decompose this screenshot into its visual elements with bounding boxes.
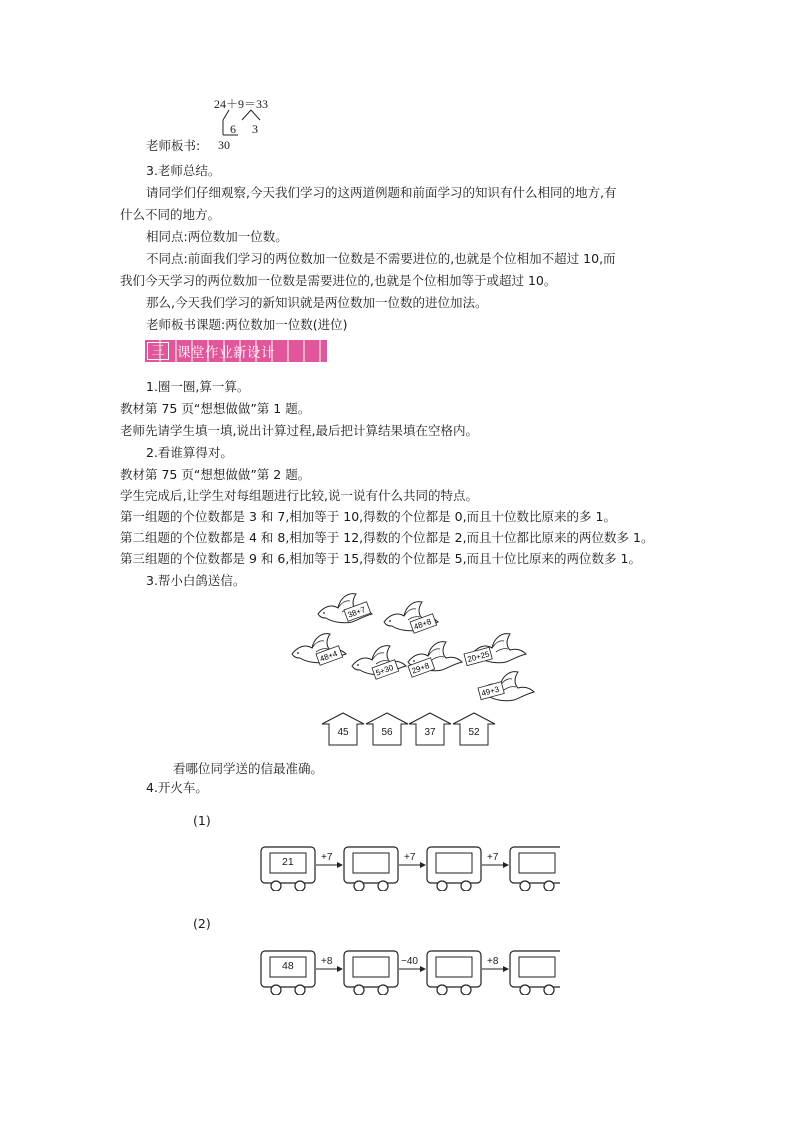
train-op: +7 — [404, 852, 416, 863]
banner-number: 三 — [147, 342, 169, 360]
train-start-value: 48 — [282, 960, 294, 972]
decomposition-equation: 24＋9＝33 — [214, 97, 269, 111]
section-banner — [145, 340, 327, 362]
pigeon-letter: 29+8 — [410, 661, 431, 676]
train-op: +7 — [321, 852, 333, 863]
pigeon-letter: 5+30 — [374, 663, 395, 678]
train-car — [427, 847, 481, 891]
board-label: 老师板书: — [146, 138, 201, 153]
house-number: 37 — [424, 727, 436, 738]
same-point: 相同点:两位数加一位数。 — [146, 229, 288, 244]
train-op: +8 — [487, 956, 499, 967]
train-op: +7 — [487, 852, 499, 863]
paragraph-line: 请同学们仔细观察,今天我们学习的这两道例题和前面学习的知识有什么相同的地方,有 — [146, 185, 617, 200]
diff-point-cont: 我们今天学习的两位数加一位数是需要进位的,也就是个位相加等于或超过 10。 — [120, 273, 557, 288]
pigeons-illustration — [280, 588, 550, 708]
homework-item-1: 1.圈一圈,算一算。 — [146, 379, 250, 394]
board-title: 老师板书课题:两位数加一位数(进位) — [146, 317, 348, 332]
house — [408, 712, 452, 746]
train-start-value: 21 — [282, 856, 294, 868]
train-op: −40 — [401, 956, 418, 967]
train-car — [344, 951, 398, 995]
homework-item-3-note: 看哪位同学送的信最准确。 — [173, 761, 324, 776]
homework-item-2: 2.看谁算得对。 — [146, 445, 233, 460]
group-2-text: 第二组题的个位数都是 4 和 8,相加等于 12,得数的个位都是 2,而且十位都比原来的两位数多 1。 — [120, 530, 654, 545]
decomposition-partial: 30 — [218, 138, 230, 152]
house — [365, 712, 409, 746]
decomposition-split-right: 3 — [252, 122, 258, 136]
train-car — [510, 847, 560, 891]
train-1 — [260, 843, 560, 891]
pigeon-letter: 38+7 — [346, 605, 367, 620]
train-op: +8 — [321, 956, 333, 967]
house — [321, 712, 365, 746]
homework-item-3: 3.帮小白鸽送信。 — [146, 573, 246, 588]
pigeon-letter: 49+3 — [480, 684, 501, 699]
banner-title: 课堂作业新设计 — [177, 345, 275, 361]
conclusion: 那么,今天我们学习的新知识就是两位数加一位数的进位加法。 — [146, 295, 488, 310]
house — [452, 712, 496, 746]
decomposition-split-left: 6 — [230, 122, 236, 136]
homework-item-4: 4.开火车。 — [146, 780, 208, 795]
paragraph-line: 什么不同的地方。 — [120, 207, 221, 222]
train-2 — [260, 947, 560, 995]
pigeon-letter: 48+8 — [412, 617, 433, 632]
homework-item-1-note: 老师先请学生填一填,说出计算过程,最后把计算结果填在空格内。 — [120, 423, 478, 438]
house-number: 56 — [381, 727, 393, 738]
house-number: 52 — [468, 727, 480, 738]
group-3-text: 第三组题的个位数都是 9 和 6,相加等于 15,得数的个位都是 5,而且十位比原来的两位数多 1。 — [120, 551, 641, 566]
train-label: (1) — [193, 813, 211, 828]
train-car — [510, 951, 560, 995]
train-car — [261, 847, 315, 891]
diff-point: 不同点:前面我们学习的两位数加一位数是不需要进位的,也就是个位相加不超过 10,而 — [146, 251, 616, 266]
train-car — [427, 951, 481, 995]
group-1-text: 第一组题的个位数都是 3 和 7,相加等于 10,得数的个位都是 0,而且十位数比原来的多 1。 — [120, 509, 616, 524]
train-car — [344, 847, 398, 891]
homework-item-1-ref: 教材第 75 页“想想做做”第 1 题。 — [120, 401, 311, 416]
train-car — [261, 951, 315, 995]
pigeon-letter: 20+25 — [466, 649, 491, 665]
summary-heading: 3.老师总结。 — [146, 163, 221, 178]
homework-item-2-note: 学生完成后,让学生对每组题进行比较,说一说有什么共同的特点。 — [120, 488, 478, 503]
train-label: (2) — [193, 916, 211, 931]
pigeon-letter: 48+4 — [318, 649, 339, 664]
house-number: 45 — [337, 727, 349, 738]
homework-item-2-ref: 教材第 75 页“想想做做”第 2 题。 — [120, 467, 311, 482]
